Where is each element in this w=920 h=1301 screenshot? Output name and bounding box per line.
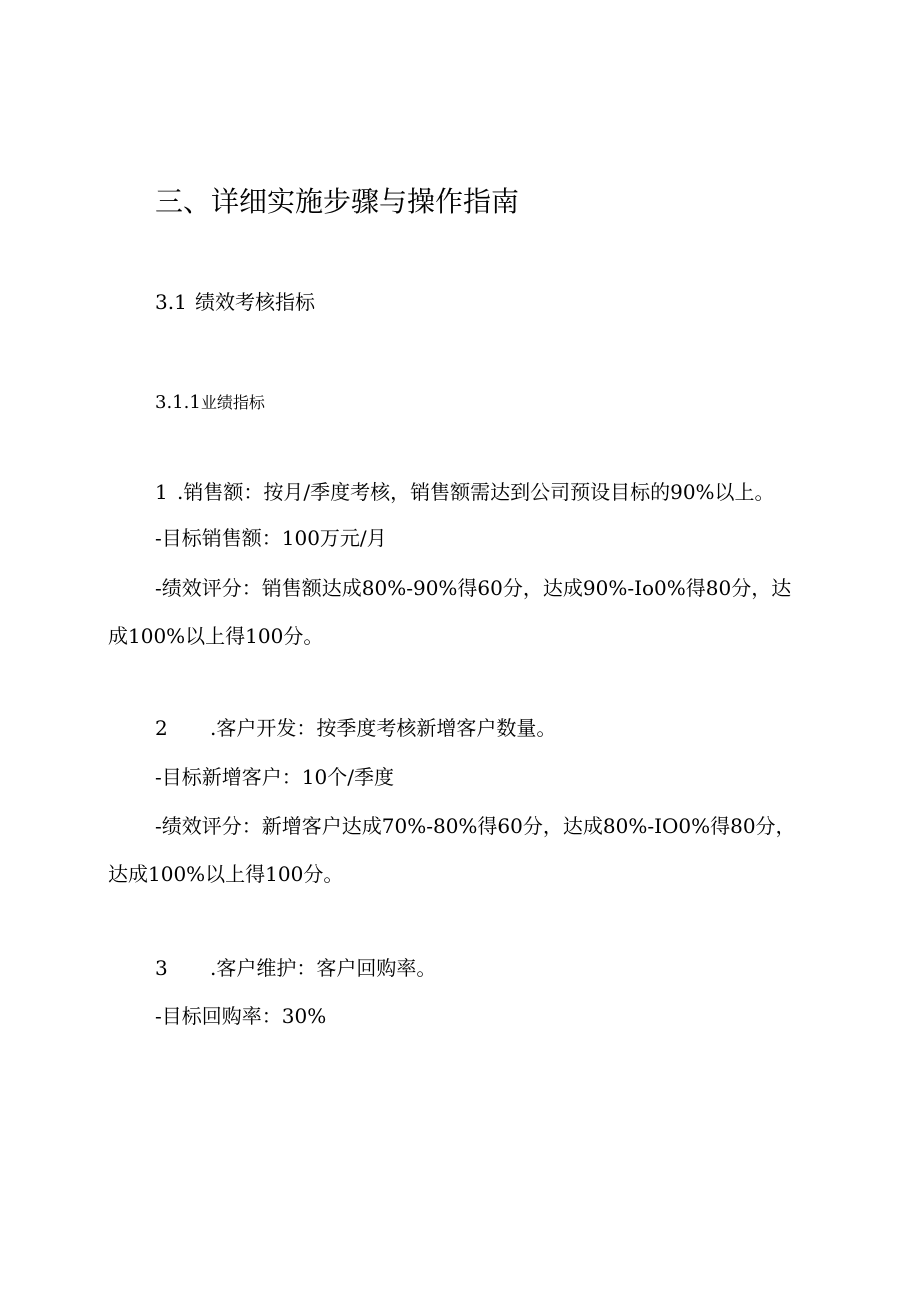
item-1-score-line1: -绩效评分：销售额达成80%-90%得60分，达成90%-Io0%得80分，达 bbox=[155, 576, 792, 600]
subsubsection-number: 3.1.1 bbox=[155, 392, 201, 413]
subsection-heading bbox=[155, 286, 315, 315]
item-3-heading-text: .客户维护：客户回购率。 bbox=[210, 956, 437, 980]
item-3-target: -目标回购率：30% bbox=[155, 1004, 327, 1028]
item-2-index: 2 bbox=[155, 716, 168, 740]
subsubsection-heading bbox=[155, 390, 265, 413]
item-1-heading-text: .销售额：按月/季度考核，销售额需达到公司预设目标的90%以上。 bbox=[177, 480, 775, 504]
section-title: 三、详细实施步骤与操作指南 bbox=[155, 185, 520, 218]
item-2-score-line1: -绩效评分：新增客户达成70%-80%得60分，达成80%-IO0%得80分， bbox=[155, 814, 796, 838]
subsection-number: 3.1 bbox=[155, 290, 187, 314]
item-1-index: 1 bbox=[155, 480, 168, 504]
item-1-heading bbox=[155, 480, 775, 504]
item-1-score-line2: 成100%以上得100分。 bbox=[108, 624, 324, 648]
item-3-index: 3 bbox=[155, 956, 168, 980]
item-3-heading bbox=[155, 956, 436, 980]
item-2-heading bbox=[155, 716, 556, 740]
item-2-heading-text: .客户开发：按季度考核新增客户数量。 bbox=[210, 716, 557, 740]
item-2-score-line2: 达成100%以上得100分。 bbox=[108, 862, 344, 886]
item-2-target: -目标新增客户：10个/季度 bbox=[155, 765, 394, 789]
subsection-title: 绩效考核指标 bbox=[195, 290, 315, 314]
item-1-target: -目标销售额：100万元/月 bbox=[155, 526, 387, 550]
subsubsection-title: 业绩指标 bbox=[200, 393, 265, 412]
